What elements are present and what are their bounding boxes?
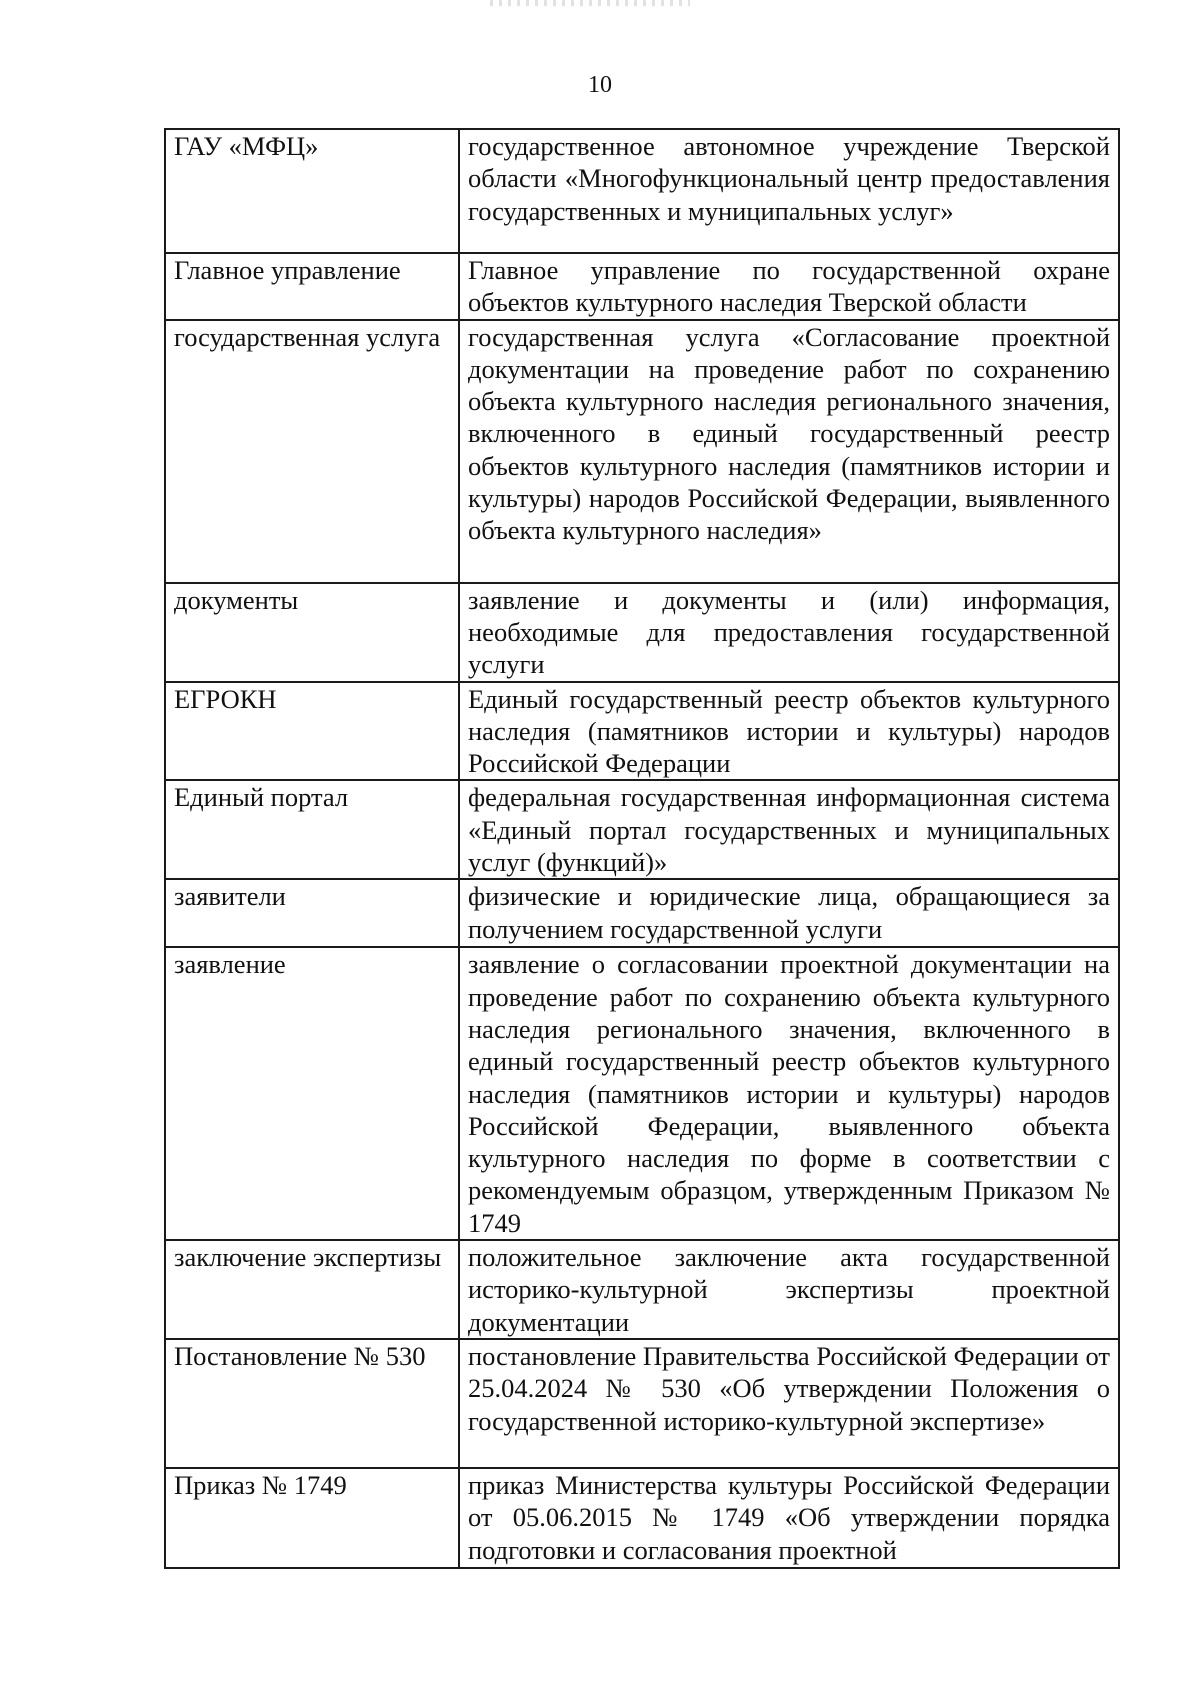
table-row [165, 947, 1119, 1240]
table-row [165, 1240, 1119, 1339]
definition-cell: заявление и документы и (или) информация, необходимые для предоставления государственной услуги [459, 583, 1119, 682]
definition-cell: положительное заключение акта государственной историко-культурной экспертизы проектной документации [459, 1240, 1119, 1339]
definition-cell: государственное автономное учреждение Тверской области «Многофункциональный центр предоставления государственных и муниципальных услуг» [459, 129, 1119, 253]
page-number: 10 [588, 72, 612, 98]
table-row [165, 682, 1119, 781]
definition-cell: заявление о согласовании проектной документации на проведение работ по сохранению объекта культурного наследия регионального значения, включенного в единый государственный реестр объектов культурного наследия (памятников истории и культуры) народов Российской Федерации, выявленного объекта культурного наследия по форме в соответствии с рекомендуемым образцом, утвержденным Приказом № 1749 [459, 947, 1119, 1240]
terms-table [164, 128, 1120, 1569]
definition-cell: Единый государственный реестр объектов культурного наследия (памятников истории и культуры) народов Российской Федерации [459, 682, 1119, 781]
term-cell: Постановление № 530 [165, 1339, 459, 1468]
table-row [165, 1468, 1119, 1568]
definition-cell: государственная услуга «Согласование проектной документации на проведение работ по сохранению объекта культурного наследия регионального значения, включенного в единый государственный реестр объектов культурного наследия (памятников истории и культуры) народов Российской Федерации, выявленного объекта культурного наследия» [459, 320, 1119, 583]
definition-cell: федеральная государственная информационная система «Единый портал государственных и муниципальных услуг (функций)» [459, 780, 1119, 879]
table-row [165, 879, 1119, 947]
table-row [165, 583, 1119, 682]
term-cell: документы [165, 583, 459, 682]
definition-cell: Главное управление по государственной охране объектов культурного наследия Тверской области [459, 253, 1119, 320]
term-cell: государственная услуга [165, 320, 459, 583]
term-cell: Приказ № 1749 [165, 1468, 459, 1568]
definition-cell: постановление Правительства Российской Федерации от 25.04.2024 № 530 «Об утверждении Положения о государственной историко-культурной экспертизе» [459, 1339, 1119, 1468]
definition-cell: физические и юридические лица, обращающиеся за получением государственной услуги [459, 879, 1119, 947]
table-row [165, 253, 1119, 320]
table-row [165, 129, 1119, 253]
scan-artifact [490, 0, 690, 6]
term-cell: ЕГРОКН [165, 682, 459, 781]
definition-cell: приказ Министерства культуры Российской Федерации от 05.06.2015 № 1749 «Об утверждении порядка подготовки и согласования проектной [459, 1468, 1119, 1568]
term-cell: заявление [165, 947, 459, 1240]
table-row [165, 780, 1119, 879]
term-cell: Главное управление [165, 253, 459, 320]
term-cell: Единый портал [165, 780, 459, 879]
table-row [165, 1339, 1119, 1468]
term-cell: ГАУ «МФЦ» [165, 129, 459, 253]
term-cell: заключение экспертизы [165, 1240, 459, 1339]
term-cell: заявители [165, 879, 459, 947]
table-row [165, 320, 1119, 583]
